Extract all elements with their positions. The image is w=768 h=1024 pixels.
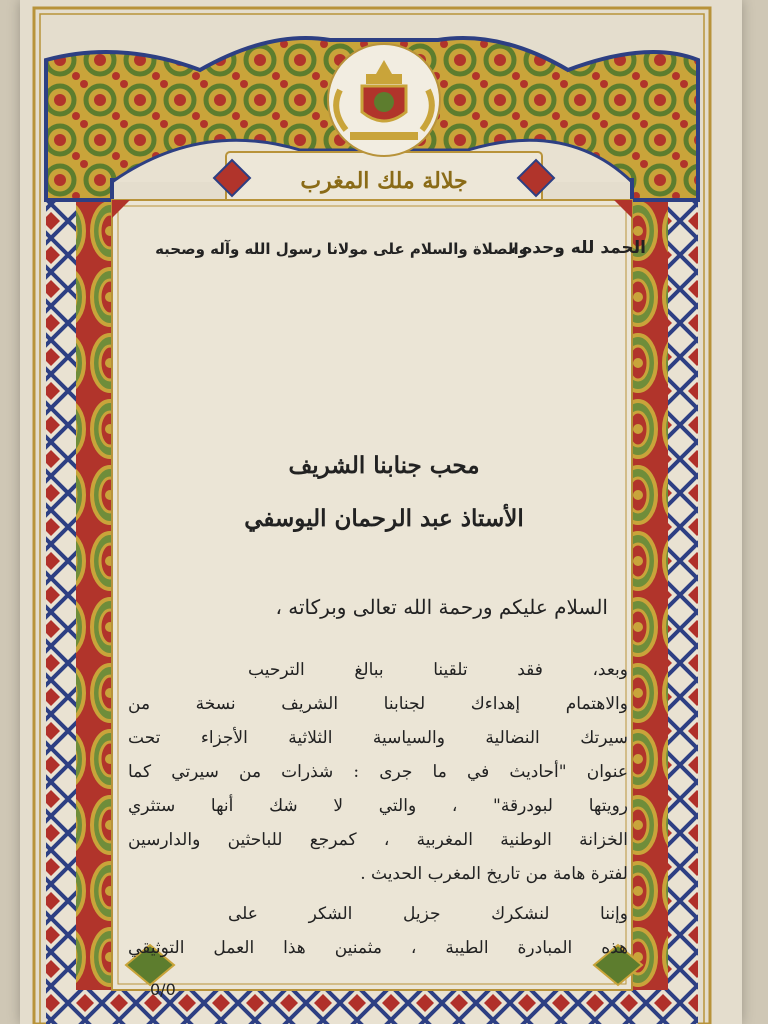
addressee-line-1: محب جنابنا الشريف <box>288 452 480 479</box>
reference-number: 0/0 <box>150 980 176 999</box>
body-line: والاهتمام إهداءك لجنابنا الشريف نسخة من <box>128 694 628 714</box>
letterhead-title: جلالة ملك المغرب <box>300 168 468 194</box>
body-line: رويتها لبودرقة" ، والتي لا شك أنها ستثري <box>128 796 628 816</box>
greeting: السلام عليكم ورحمة الله تعالى وبركاته ، <box>275 595 608 619</box>
body-line: سيرتك النضالية والسياسية الثلاثية الأجزاء تحت <box>128 728 628 748</box>
body-line: عنوان "أحاديث في ما جرى : شذرات من سيرتي كما <box>128 762 628 782</box>
body-line: وبعد، فقد تلقينا ببالغ الترحيب <box>248 660 628 680</box>
closing-line: وإننا لنشكرك جزيل الشكر على <box>228 904 628 924</box>
opening-blessing: والصلاة والسلام على مولانا رسول الله وآله وصحبه <box>155 240 528 258</box>
closing-line: هذه المبادرة الطيبة ، مثمنين هذا العمل التوثيقي <box>128 938 628 958</box>
body-line: الخزانة الوطنية المغربية ، كمرجع للباحثين والدارسين <box>128 830 628 850</box>
opening-praise: الحمد لله وحده ، <box>509 238 646 258</box>
body-line: لفترة هامة من تاريخ المغرب الحديث . <box>360 864 628 884</box>
addressee-line-2: الأستاذ عبد الرحمان اليوسفي <box>244 505 524 532</box>
